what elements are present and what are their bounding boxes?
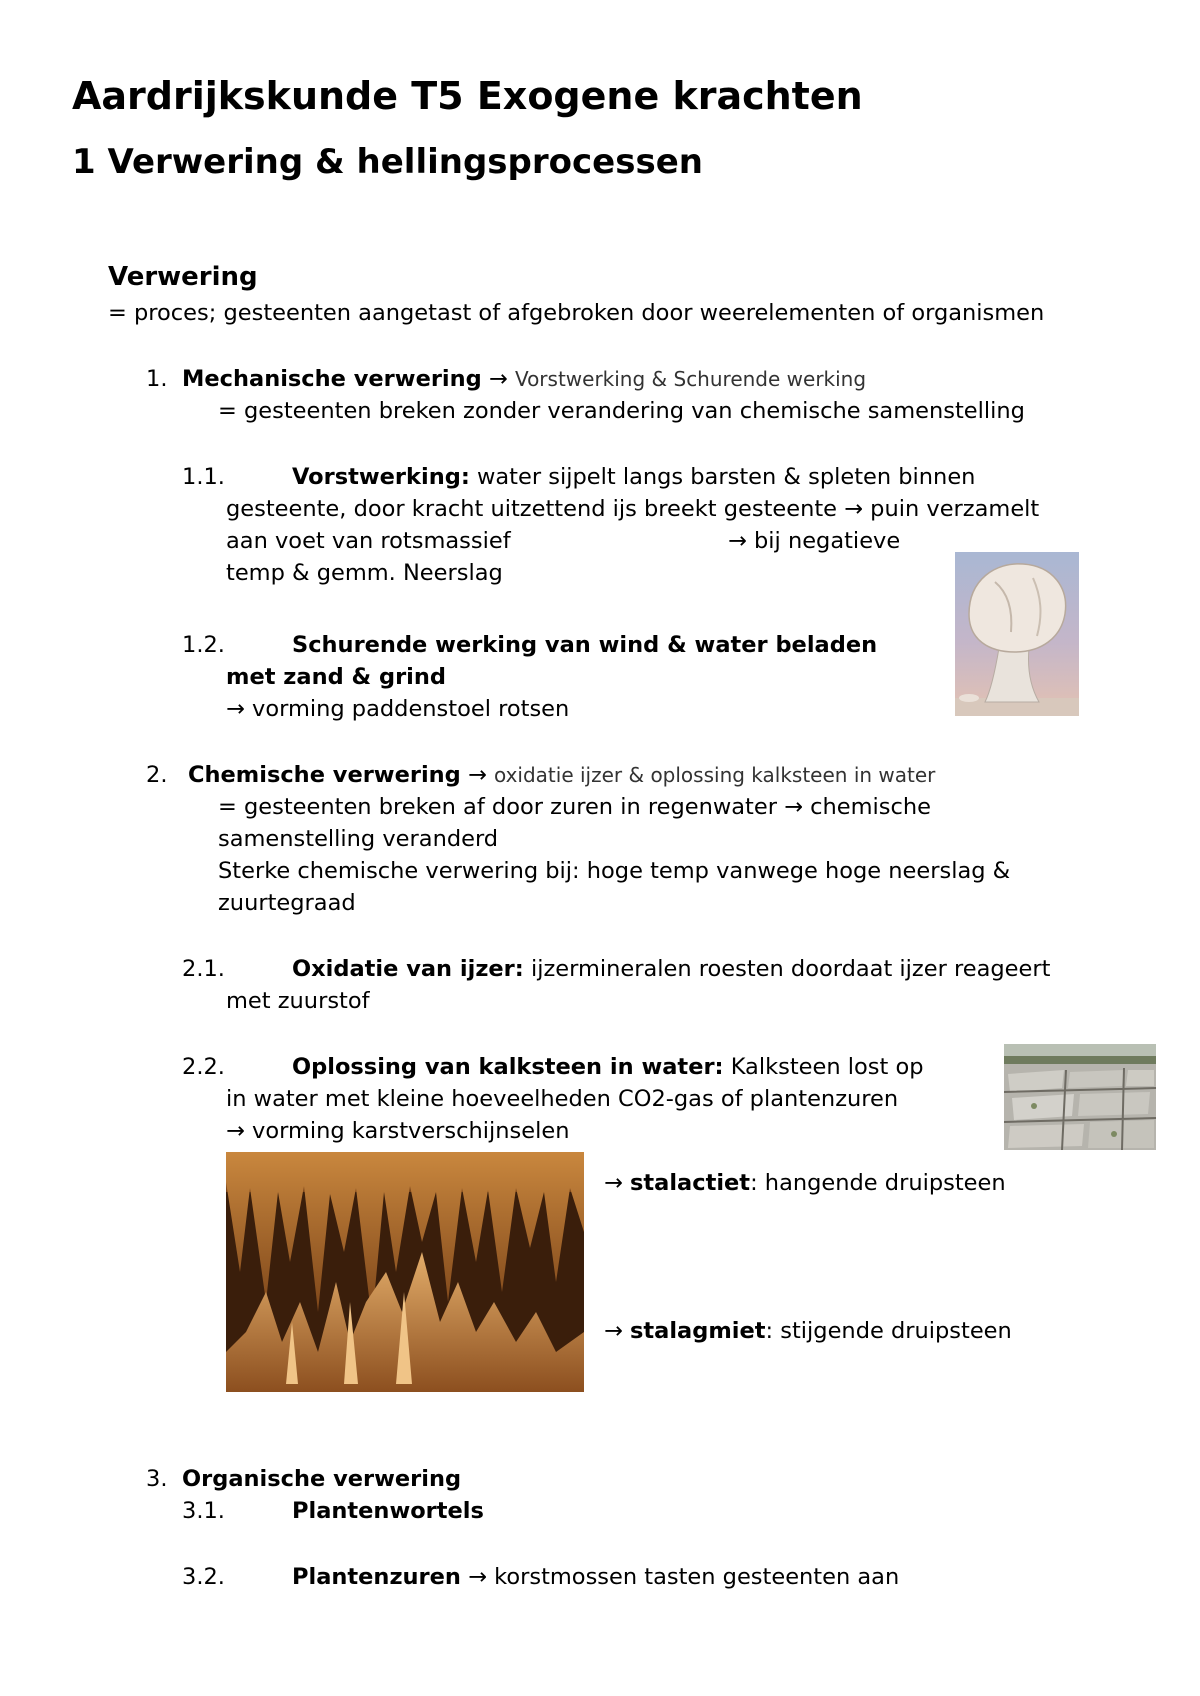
stalagmiet-line <box>604 1318 1012 1344</box>
item3-1-title: Plantenwortels <box>292 1498 484 1524</box>
item1-2-line: → vorming paddenstoel rotsen <box>226 696 570 722</box>
item1-1-line2: gesteente, door kracht uitzettend ijs breekt gesteente → puin verzamelt <box>226 496 1040 522</box>
item3-2-number: 3.2. <box>182 1564 225 1590</box>
item2-2-title: Oplossing van kalksteen in water: <box>292 1054 724 1080</box>
item1-number: 1. <box>146 366 168 392</box>
item2-2-line1 <box>292 1054 924 1080</box>
item1-note: Vorstwerking & Schurende werking <box>514 367 867 391</box>
mushroom-rock-image <box>955 552 1079 716</box>
item3-2-title: Plantenzuren <box>292 1564 461 1590</box>
item1-1-line3a: aan voet van rotsmassief <box>226 528 511 554</box>
arrow-icon: → <box>604 1318 623 1344</box>
item2-1-line2: met zuurstof <box>226 988 370 1014</box>
limestone-pavement-image <box>1004 1044 1156 1150</box>
item2-note: oxidatie ijzer & oplossing kalksteen in water <box>493 763 936 787</box>
item2-line4: zuurtegraad <box>218 890 356 916</box>
item3-1-number: 3.1. <box>182 1498 225 1524</box>
item2-line3: Sterke chemische verwering bij: hoge temp vanwege hoge neerslag & <box>218 858 1011 884</box>
item1-1-title: Vorstwerking: <box>292 464 470 490</box>
page-subtitle: 1 Verwering & hellingsprocessen <box>72 142 703 182</box>
item1-1-number: 1.1. <box>182 464 225 490</box>
item2-1-line1 <box>292 956 1050 982</box>
section-definition: = proces; gesteenten aangetast of afgebroken door weerelementen of organismen <box>108 300 1045 326</box>
item1-title: Mechanische verwering <box>182 366 482 392</box>
item3-2-line <box>292 1564 899 1590</box>
item3-2-text: → korstmossen tasten gesteenten aan <box>468 1564 900 1590</box>
cave-image <box>226 1152 584 1392</box>
arrow-icon: → <box>604 1170 623 1196</box>
item2-1-title: Oxidatie van ijzer: <box>292 956 524 982</box>
page-title: Aardrijkskunde T5 Exogene krachten <box>72 74 863 118</box>
item2-title: Chemische verwering <box>188 762 461 788</box>
item1-1-line1 <box>292 464 975 490</box>
item1-1-text1: water sijpelt langs barsten & spleten binnen <box>476 464 976 490</box>
item2-2-text1: Kalksteen lost op <box>730 1054 924 1080</box>
item2-line2: samenstelling veranderd <box>218 826 499 852</box>
item2-1-number: 2.1. <box>182 956 225 982</box>
stalagmiet-desc: : stijgende druipsteen <box>765 1318 1012 1344</box>
item1-1-line3b: → bij negatieve <box>728 528 901 554</box>
item2-number: 2. <box>146 762 168 788</box>
item2-line1: = gesteenten breken af door zuren in regenwater → chemische <box>218 794 931 820</box>
item1-2-title1: Schurende werking van wind & water beladen <box>292 632 878 658</box>
item1-heading <box>182 366 866 392</box>
item1-2-number: 1.2. <box>182 632 225 658</box>
stalagmiet-term: stalagmiet <box>630 1318 766 1344</box>
item3-title: Organische verwering <box>182 1466 462 1492</box>
stalactiet-desc: : hangende druipsteen <box>750 1170 1006 1196</box>
item2-2-number: 2.2. <box>182 1054 225 1080</box>
item1-definition: = gesteenten breken zonder verandering van chemische samenstelling <box>218 398 1025 424</box>
stalactiet-line <box>604 1170 1006 1196</box>
arrow-icon: → <box>488 366 508 392</box>
item2-heading <box>188 762 935 788</box>
section-heading: Verwering <box>108 262 258 292</box>
arrow-icon: → <box>467 762 487 788</box>
item1-2-title2: met zand & grind <box>226 664 447 690</box>
item3-number: 3. <box>146 1466 168 1492</box>
item1-1-line4: temp & gemm. Neerslag <box>226 560 503 586</box>
item2-2-line2: in water met kleine hoeveelheden CO2-gas of plantenzuren <box>226 1086 899 1112</box>
item2-1-text1: ijzermineralen roesten doordaat ijzer reageert <box>530 956 1051 982</box>
item2-2-line3: → vorming karstverschijnselen <box>226 1118 570 1144</box>
stalactiet-term: stalactiet <box>630 1170 751 1196</box>
